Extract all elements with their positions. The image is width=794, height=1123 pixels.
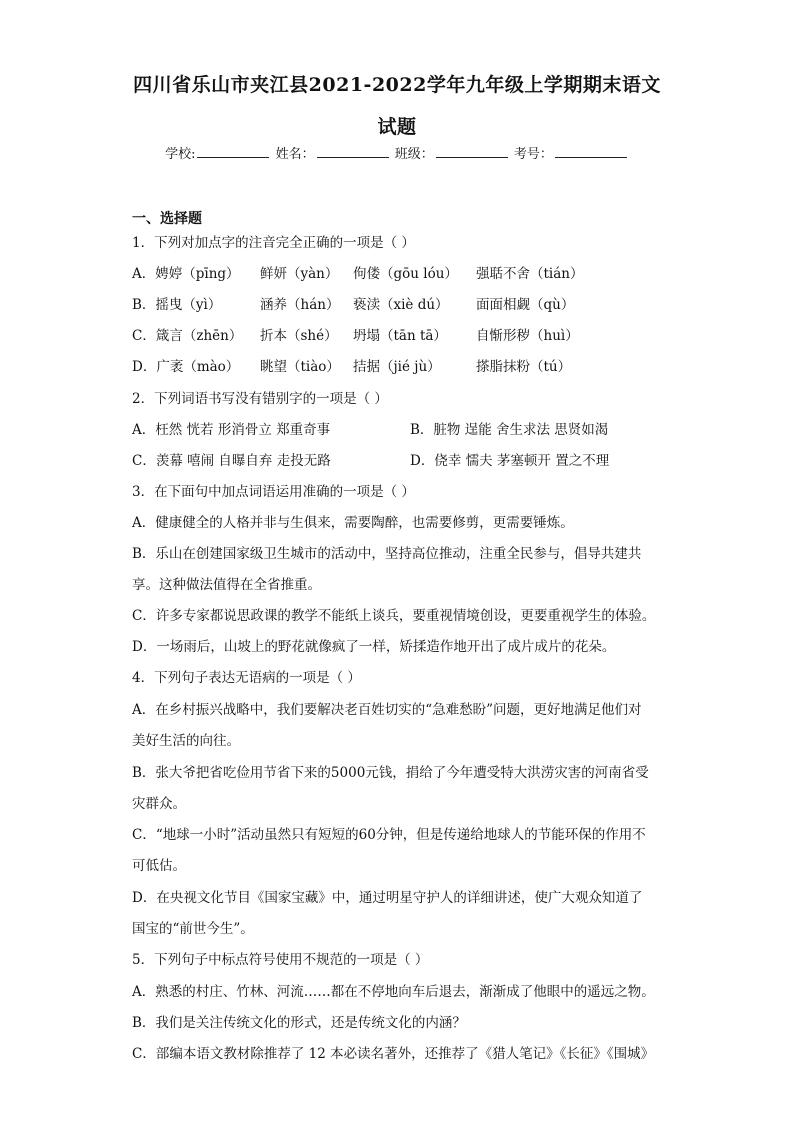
q4-option-c-line2: 可低估。 [132,858,186,874]
q1-b-item: 亵渎（xiè dú） [353,297,449,313]
q2-row-ab [132,420,608,440]
school-label: 学校: [165,147,196,162]
school-blank[interactable] [197,145,269,158]
q3-option-a: A．健康健全的人格并非与生俱来，需要陶醉，也需要修剪，更需要锤炼。 [132,515,574,531]
q1-option-d [132,357,571,377]
class-label: 班级： [394,147,434,162]
q4-option-a-line2: 美好生活的向往。 [132,733,240,749]
q3-stem: 3．在下面句中加点词语运用准确的一项是（ ） [132,484,415,500]
q4-option-d-line2: 国宝的“前世今生”。 [132,921,254,937]
q3-option-d: D．一场雨后，山坡上的野花就像疯了一样，矫揉造作地开出了成片成片的花朵。 [132,639,616,655]
q5-stem: 5．下列句子中标点符号使用不规范的一项是（ ） [132,952,429,968]
q1-stem: 1．下列对加点字的注音完全正确的一项是（ ） [132,235,415,251]
q2-stem: 2．下列词语书写没有错别字的一项是（ ） [132,391,388,407]
q2-option-b: B．脏物 逞能 舍生求法 思贤如渴 [410,422,609,438]
name-label: 姓名： [275,147,315,162]
q3-option-b-line1: B．乐山在创建国家级卫生城市的活动中，坚持高位推动，注重全民参与，倡导共建共 [132,546,642,562]
q3-option-b-line2: 享。这种做法值得在全省推重。 [132,577,321,593]
q3-option-c: C．许多专家都说思政课的教学不能纸上谈兵，要重视情境创设，更要重视学生的体验。 [132,608,656,624]
q4-option-b-line1: B．张大爷把省吃俭用节省下来的5000元钱，捐给了今年遭受特大洪涝灾害的河南省受 [132,765,649,781]
q4-option-d-line1: D．在央视文化节目《国家宝藏》中，通过明星守护人的详细讲述，使广大观众知道了 [132,890,643,906]
student-info-row [0,143,794,162]
q2-option-d: D．侥幸 懦夫 茅塞顿开 置之不理 [410,453,610,469]
class-blank[interactable] [436,145,508,158]
q1-d-item: D．广袤（mào） [132,359,240,375]
q1-option-b [132,295,574,315]
q1-option-a [132,264,584,284]
name-blank[interactable] [317,145,389,158]
exam-no-label: 考号： [513,147,553,162]
q5-option-c: C．部编本语文教材除推荐了 12 本必读名著外，还推荐了《猎人笔记》《长征》《围城》 [132,1046,655,1062]
q4-option-c-line1: C．“地球一小时”活动虽然只有短短的60分钟，但是传递给地球人的节能环保的作用不 [132,827,646,843]
q4-option-a-line1: A．在乡村振兴战略中，我们要解决老百姓切实的“急难愁盼”问题，更好地满足他们对 [132,702,642,718]
q1-option-c [132,326,579,346]
q1-a-item: 强聒不舍（tián） [476,266,584,282]
q2-option-c: C．羡幕 嘻闹 自曝自弃 走投无路 [132,453,331,469]
q5-option-a: A．熟悉的村庄、竹林、河流……都在不停地向车后退去，渐渐成了他眼中的遥远之物。 [132,984,655,1000]
q1-c-item: 坍塌（tān tā） [353,328,447,344]
q1-a-item: 鲜妍（yàn） [260,266,339,282]
q1-b-item: B．摇曳（yì） [132,297,222,313]
q2-row-cd [132,451,609,471]
exam-title-line1: 四川省乐山市夹江县2021-2022学年九年级上学期期末语文 [133,74,661,96]
q1-b-item: 涵养（hán） [260,297,340,313]
q1-a-item: A．娉婷（pīng） [132,266,240,282]
q1-c-item: 折本（shé） [260,328,338,344]
q4-option-b-line2: 灾群众。 [132,796,186,812]
q1-c-item: C．箴言（zhēn） [132,328,243,344]
q5-option-b: B．我们是关注传统文化的形式，还是传统文化的内涵？ [132,1015,466,1031]
q1-a-item: 佝偻（gōu lóu） [353,266,458,282]
section-heading: 一、选择题 [132,211,202,227]
q1-d-item: 眺望（tiào） [260,359,340,375]
exam-title-line2: 试题 [377,116,417,138]
q1-b-item: 面面相觑（qù） [476,297,575,313]
exam-no-blank[interactable] [555,145,627,158]
q2-option-a: A．枉然 恍若 形消骨立 郑重奇事 [132,422,331,438]
q1-d-item: 搽脂抹粉（tú） [476,359,572,375]
q1-c-item: 自惭形秽（huì） [476,328,579,344]
q1-d-item: 拮据（jié jù） [353,359,441,375]
q4-stem: 4．下列句子表达无语病的一项是（ ） [132,670,361,686]
